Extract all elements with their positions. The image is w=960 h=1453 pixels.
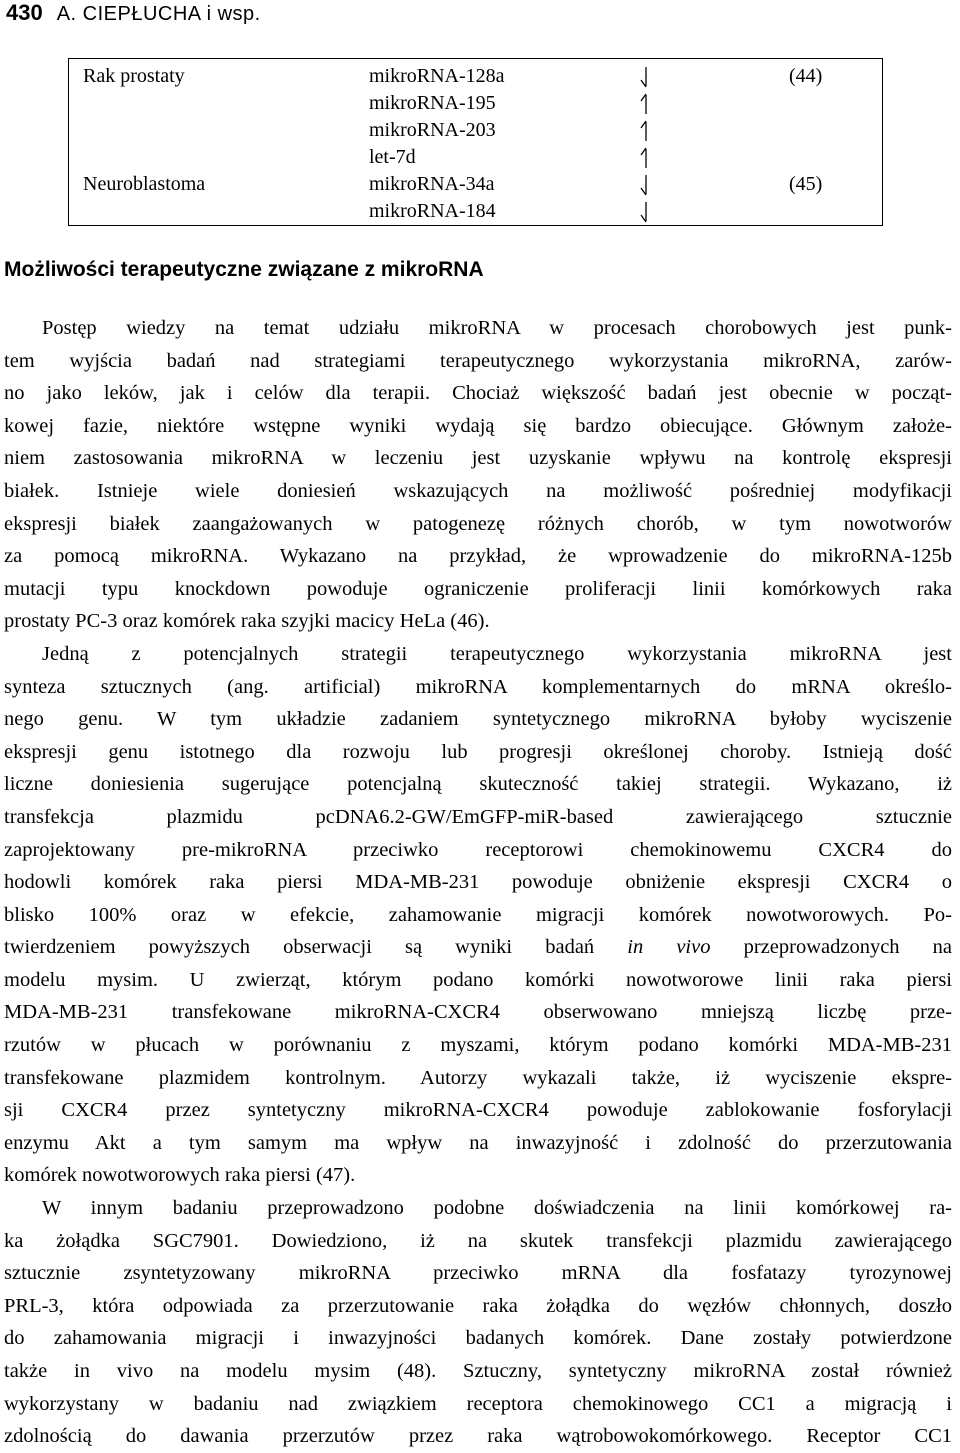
expression-direction-cell (631, 63, 661, 171)
paragraph-line: PRL-3, która odpowiada za przerzutowanie raka żołądka do węzłów chłonnych, doszło (4, 1294, 952, 1317)
text-run: twierdzeniem powyższych obserwacji są wyniki badań (4, 936, 628, 959)
paragraph-line: transfekcja plazmidu pcDNA6.2-GW/EmGFP-miR-based zawierającego sztucznie (4, 805, 952, 828)
reference-cell: (45) (789, 173, 823, 195)
article-body (4, 312, 952, 1453)
paragraph-line: transfekowane plazmidem kontrolnym. Autorzy wykazali także, iż wyciszenie ekspre- (4, 1066, 952, 1089)
paragraph-line: prostaty PC-3 oraz komórek raka szyjki macicy HeLa (46). (4, 610, 490, 633)
expression-direction-cell (631, 171, 661, 225)
paragraph-line: białek. Istnieje wiele doniesień wskazujących na możliwość pośredniej modyfikacji (4, 479, 952, 502)
cancer-type-cell: Neuroblastoma (83, 173, 206, 195)
paragraph-line: tem wyjścia badań nad strategiami terapeutycznego wykorzystania mikroRNA, zarów- (4, 349, 952, 372)
arrow-up-icon (631, 144, 661, 171)
arrow-down-icon (631, 198, 661, 225)
section-title: Możliwości terapeutyczne związane z mikroRNA (4, 258, 484, 281)
mirna-name: mikroRNA-128a (369, 65, 505, 87)
mirna-name: mikroRNA-34a (369, 173, 495, 195)
mirna-name: mikroRNA-184 (369, 200, 496, 222)
paragraph-line (4, 931, 952, 964)
mirna-list-cell (369, 63, 505, 171)
arrow-down-icon (631, 171, 661, 198)
paragraph-line: enzymu Akt a tym samym ma wpływ na inwazyjność i zdolność do przerzutowania (4, 1131, 952, 1154)
page-number: 430 (6, 0, 43, 25)
mirna-name: let-7d (369, 146, 416, 168)
text-run: przeprowadzonych na (710, 936, 952, 959)
paragraph-line: W innym badaniu przeprowadzono podobne doświadczenia na linii komórkowej ra- (42, 1197, 952, 1220)
paragraph-line: hodowli komórek raka piersi MDA-MB-231 powoduje obniżenie ekspresji CXCR4 o (4, 871, 952, 894)
paragraph-line: Jedną z potencjalnych strategii terapeutycznego wykorzystania mikroRNA jest (42, 642, 952, 665)
paragraph-line: niem zastosowania mikroRNA w leczeniu jest uzyskanie wpływu na kontrolę ekspresji (4, 447, 952, 470)
paragraph-line: mutacji typu knockdown powoduje ograniczenie proliferacji linii komórkowych raka (4, 577, 952, 600)
running-head: A. CIEPŁUCHA i wsp. (56, 3, 261, 25)
paragraph-line: ka żołądka SGC7901. Dowiedziono, iż na skutek transfekcji plazmidu zawierającego (4, 1229, 952, 1252)
arrow-down-icon (631, 63, 661, 90)
paragraph-line: nego genu. W tym układzie zadaniem syntetycznego mikroRNA byłoby wyciszenie (4, 708, 952, 731)
paragraph-line: kowej fazie, niektóre wstępne wyniki wydają się bardzo obiecujące. Głównym założe- (4, 414, 952, 437)
paragraph-line: MDA-MB-231 transfekowane mikroRNA-CXCR4 obserwowano mniejszą liczbę prze- (4, 1001, 952, 1024)
paragraph-line: modelu mysim. U zwierząt, którym podano komórki nowotworowe linii raka piersi (4, 968, 952, 991)
paragraph-line: sztucznie zsyntetyzowany mikroRNA przeciwko mRNA dla fosfatazy tyrozynowej (4, 1262, 952, 1285)
mirna-name: mikroRNA-203 (369, 119, 496, 141)
paragraph-line: do zahamowania migracji i inwazyjności badanych komórek. Dane zostały potwierdzone (4, 1327, 952, 1350)
cancer-type-cell: Rak prostaty (83, 65, 185, 87)
paragraph-line: ekspresji genu istotnego dla rozwoju lub progresji określonej choroby. Istnieją dość (4, 740, 952, 763)
arrow-up-icon (631, 90, 661, 117)
paragraph-line: także in vivo na modelu mysim (48). Sztuczny, syntetyczny mikroRNA został również (4, 1360, 952, 1382)
mirna-name: mikroRNA-195 (369, 92, 496, 114)
paragraph-line: komórek nowotworowych raka piersi (47). (4, 1164, 356, 1187)
page-header (6, 0, 261, 26)
paragraph-line: sji CXCR4 przez syntetyczny mikroRNA-CXCR4 powoduje zablokowanie fosforylacji (4, 1099, 952, 1122)
mirna-list-cell (369, 171, 496, 225)
mirna-table (68, 58, 883, 226)
paragraph-line: rzutów w płucach w porównaniu z myszami, którym podano komórki MDA-MB-231 (4, 1034, 952, 1057)
arrow-up-icon (631, 117, 661, 144)
paragraph-line: wykorzystany w badaniu nad związkiem receptora chemokinowego CC1 a migracją i (4, 1392, 952, 1415)
paragraph-line: no jako leków, jak i celów dla terapii. Chociaż większość badań jest obecnie w począt- (4, 382, 952, 405)
paragraph-line: synteza sztucznych (ang. artificial) mikroRNA komplementarnych do mRNA określo- (4, 675, 952, 698)
paragraph-line: Postęp wiedzy na temat udziału mikroRNA w procesach chorobowych jest punk- (42, 317, 952, 339)
italic-term: in vivo (627, 936, 711, 959)
paragraph-line: ekspresji białek zaangażowanych w patogenezę różnych chorób, w tym nowotworów (4, 512, 952, 535)
paragraph-line: zdolnością do dawania przerzutów przez raka wątrobowokomórkowego. Receptor CC1 (4, 1425, 952, 1448)
paragraph-line: liczne doniesienia sugerujące potencjalną skuteczność takiej strategii. Wykazano, iż (4, 773, 952, 796)
paragraph-line: zaprojektowany pre-mikroRNA przeciwko receptorowi chemokinowemu CXCR4 do (4, 838, 952, 861)
paragraph-line: za pomocą mikroRNA. Wykazano na przykład, że wprowadzenie do mikroRNA-125b (4, 545, 952, 568)
reference-cell: (44) (789, 65, 823, 87)
paragraph-line: blisko 100% oraz w efekcie, zahamowanie migracji komórek nowotworowych. Po- (4, 903, 952, 926)
